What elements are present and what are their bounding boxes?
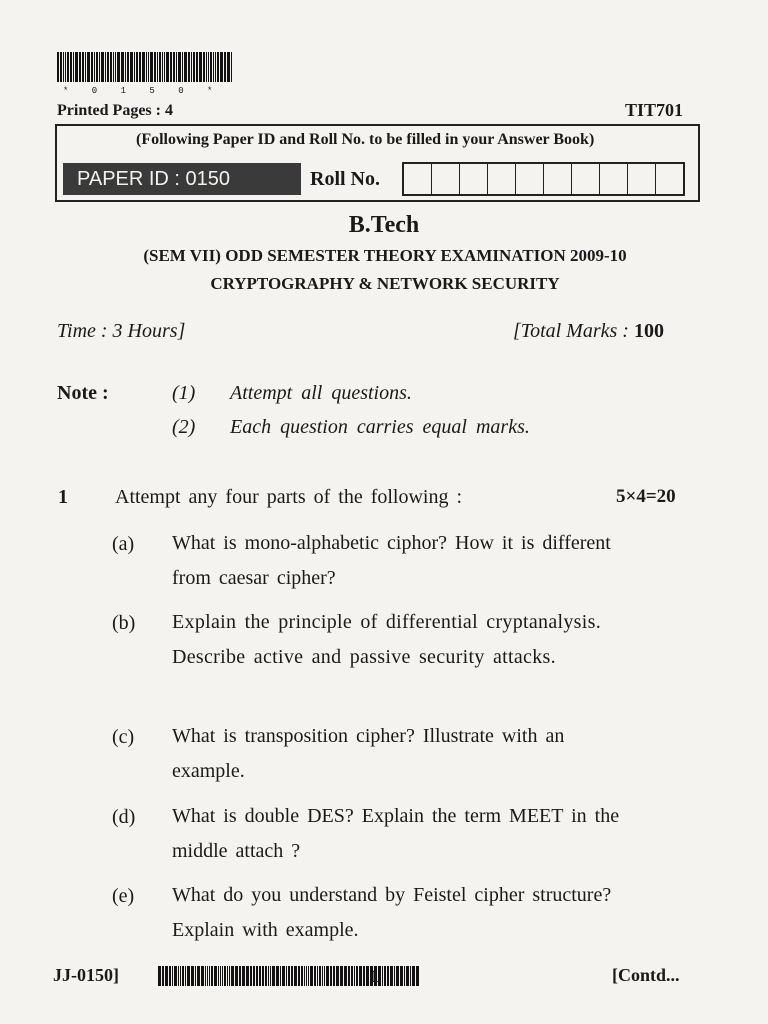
- page-number: 1: [370, 966, 379, 986]
- roll-digit-box[interactable]: [516, 164, 544, 194]
- barcode-bar: [394, 966, 395, 986]
- barcode-bar: [170, 52, 172, 82]
- roll-digit-box[interactable]: [460, 164, 488, 194]
- barcode-bar: [121, 52, 124, 82]
- paper-id-label: PAPER ID : 0150: [63, 163, 301, 195]
- barcode-bar: [73, 52, 74, 82]
- barcode-bar: [280, 966, 281, 986]
- barcode-bar: [146, 52, 147, 82]
- barcode-bar: [348, 966, 350, 986]
- barcode-bar: [166, 52, 169, 82]
- barcode-bar: [182, 966, 184, 986]
- barcode-bar: [256, 966, 258, 986]
- barcode-bar: [406, 966, 409, 986]
- barcode-bar: [158, 966, 161, 986]
- barcode-bar: [344, 966, 347, 986]
- answer-book-note: (Following Paper ID and Roll No. to be filled in your Answer Book): [136, 131, 595, 148]
- barcode-bar: [229, 966, 230, 986]
- roll-number-boxes[interactable]: [402, 162, 685, 196]
- note-label: Note :: [57, 382, 109, 404]
- part-text: What is double DES? Explain the term MEET in the middle attach ?: [172, 805, 620, 862]
- note-item-text: Attempt all questions.: [230, 382, 412, 404]
- barcode-bar: [107, 52, 109, 82]
- barcode-bar: [224, 52, 226, 82]
- part-label: (d): [112, 806, 136, 828]
- barcode-bar: [207, 966, 208, 986]
- barcode-bar: [412, 966, 415, 986]
- barcode-bar: [110, 52, 112, 82]
- barcode-bar: [262, 966, 264, 986]
- barcode-bar: [187, 966, 190, 986]
- roll-digit-box[interactable]: [656, 164, 683, 194]
- barcode-bar: [196, 52, 198, 82]
- paper-code: TIT701: [625, 100, 684, 120]
- barcode-bar: [180, 966, 181, 986]
- roll-digit-box[interactable]: [404, 164, 432, 194]
- barcode-bar: [213, 52, 214, 82]
- barcode-bar: [294, 966, 297, 986]
- question-number: 1: [58, 486, 68, 508]
- barcode-bar: [193, 52, 195, 82]
- barcode-bar: [65, 52, 66, 82]
- part-text: Explain the principle of differential cryptanalysis. Describe active and passive security attacks.: [172, 611, 601, 668]
- barcode-bar: [162, 966, 164, 986]
- barcode-bar: [172, 966, 173, 986]
- barcode-bar: [176, 52, 177, 82]
- barcode-bar: [96, 52, 98, 82]
- barcode-bar: [220, 52, 223, 82]
- barcode-bar: [150, 52, 153, 82]
- barcode-bar: [286, 966, 287, 986]
- barcode-bar: [91, 52, 93, 82]
- barcode-bar: [185, 966, 186, 986]
- barcode-bar: [67, 52, 69, 82]
- note-item-number: (2): [172, 416, 196, 438]
- barcode-bar: [148, 52, 149, 82]
- barcode-bar: [75, 52, 78, 82]
- barcode-bar: [188, 52, 190, 82]
- barcode-bar: [113, 52, 114, 82]
- part-text: What is transposition cipher? Illustrate with an example.: [172, 725, 565, 782]
- roll-digit-box[interactable]: [432, 164, 460, 194]
- barcode-bar: [117, 52, 120, 82]
- barcode-bar: [162, 52, 163, 82]
- barcode-bar: [322, 966, 323, 986]
- barcode-bar: [387, 966, 389, 986]
- barcode-bar: [174, 966, 177, 986]
- barcode-bar: [218, 966, 219, 986]
- barcode-bar: [201, 966, 204, 986]
- total-marks: [513, 320, 664, 343]
- barcode-bar: [178, 966, 179, 986]
- barcode-bar: [276, 966, 279, 986]
- footer-barcode: [158, 966, 420, 986]
- barcode-bar: [239, 966, 241, 986]
- barcode-bar: [178, 52, 181, 82]
- barcode-bar: [410, 966, 411, 986]
- continued-label: [Contd...: [612, 965, 680, 985]
- barcode-bar: [319, 966, 321, 986]
- roll-digit-box[interactable]: [488, 164, 516, 194]
- barcode-bar: [222, 966, 223, 986]
- barcode-bar: [416, 966, 419, 986]
- barcode-bar: [317, 966, 318, 986]
- barcode-bar: [199, 52, 202, 82]
- barcode-bar: [404, 966, 405, 986]
- semester-title: (SEM VII) ODD SEMESTER THEORY EXAMINATION 2009-10: [143, 246, 627, 265]
- barcode-bar: [63, 52, 64, 82]
- barcode-bar: [57, 52, 59, 82]
- barcode-bar: [231, 966, 234, 986]
- barcode-bar: [366, 966, 369, 986]
- barcode-bar: [211, 966, 213, 986]
- degree-title: B.Tech: [348, 212, 420, 238]
- barcode-bar: [396, 966, 399, 986]
- barcode-bar: [308, 966, 309, 986]
- barcode-bar: [400, 966, 403, 986]
- barcode-bar: [154, 52, 156, 82]
- barcode-bar: [209, 966, 210, 986]
- barcode-bar: [282, 966, 285, 986]
- barcode-bar: [94, 52, 95, 82]
- barcode-bar: [304, 966, 305, 986]
- barcode-bar: [210, 52, 212, 82]
- barcode-bar: [356, 966, 358, 986]
- part-label: (a): [112, 533, 135, 555]
- barcode-bar: [82, 52, 84, 82]
- barcode-bar: [142, 52, 145, 82]
- barcode-bar: [242, 966, 245, 986]
- barcode-bar: [99, 52, 100, 82]
- subject-title: CRYPTOGRAPHY & NETWORK SECURITY: [210, 274, 560, 293]
- barcode-bar: [235, 966, 238, 986]
- barcode-bar: [217, 52, 219, 82]
- barcode-bar: [324, 966, 325, 986]
- barcode-bar: [390, 966, 393, 986]
- barcode-bar: [182, 52, 183, 82]
- barcode-bar: [173, 52, 175, 82]
- exam-time: Time : 3 Hours]: [57, 320, 186, 342]
- barcode-bar: [205, 966, 206, 986]
- barcode-bar: [220, 966, 221, 986]
- barcode-bar: [326, 966, 329, 986]
- barcode-bar: [215, 52, 216, 82]
- barcode-bar: [384, 966, 386, 986]
- roll-number-label: Roll No.: [310, 168, 380, 190]
- barcode-bar: [208, 52, 209, 82]
- barcode-bar: [195, 966, 196, 986]
- barcode-bar: [333, 966, 335, 986]
- barcode-bar: [314, 966, 316, 986]
- barcode-bar: [265, 966, 267, 986]
- note-item-number: (1): [172, 382, 196, 404]
- barcode-bar: [253, 966, 255, 986]
- barcode-bar: [224, 966, 226, 986]
- barcode-bar: [288, 966, 290, 986]
- barcode-bar: [259, 966, 261, 986]
- barcode-bar: [127, 52, 129, 82]
- barcode-bar: [231, 52, 232, 82]
- question-text: Attempt any four parts of the following :: [115, 486, 463, 508]
- note-item-text: Each question carries equal marks.: [230, 416, 530, 438]
- barcode-bar: [214, 966, 217, 986]
- barcode-bar: [306, 966, 307, 986]
- barcode-bar: [340, 966, 343, 986]
- barcode-bar: [136, 52, 138, 82]
- barcode-digits: * 0 1 5 0 *: [63, 86, 222, 96]
- part-text: What do you understand by Feistel cipher structure? Explain with example.: [172, 884, 612, 941]
- barcode-bar: [354, 966, 355, 986]
- top-barcode: [57, 52, 233, 82]
- barcode-bar: [291, 966, 293, 986]
- roll-digit-box[interactable]: [572, 164, 600, 194]
- total-marks-value: 100: [633, 320, 664, 342]
- barcode-bar: [227, 52, 230, 82]
- barcode-bar: [250, 966, 252, 986]
- barcode-bar: [272, 966, 275, 986]
- barcode-bar: [246, 966, 249, 986]
- part-label: (c): [112, 726, 135, 748]
- barcode-bar: [351, 966, 353, 986]
- barcode-bar: [134, 52, 135, 82]
- barcode-bar: [268, 966, 269, 986]
- barcode-bar: [298, 966, 300, 986]
- barcode-bar: [87, 52, 90, 82]
- barcode-bar: [191, 52, 192, 82]
- barcode-bar: [184, 52, 187, 82]
- roll-digit-box[interactable]: [628, 164, 656, 194]
- barcode-bar: [139, 52, 141, 82]
- barcode-bar: [130, 52, 133, 82]
- barcode-bar: [164, 52, 165, 82]
- barcode-bar: [70, 52, 72, 82]
- question-marks: 5×4=20: [616, 486, 676, 507]
- barcode-bar: [191, 966, 194, 986]
- barcode-bar: [157, 52, 158, 82]
- barcode-bar: [85, 52, 86, 82]
- part-label: (e): [112, 885, 135, 907]
- barcode-bar: [169, 966, 171, 986]
- barcode-bar: [206, 52, 207, 82]
- barcode-bar: [159, 52, 161, 82]
- barcode-bar: [301, 966, 303, 986]
- barcode-bar: [125, 52, 126, 82]
- roll-digit-box[interactable]: [600, 164, 628, 194]
- part-text: What is mono-alphabetic ciphor? How it is different from caesar cipher?: [172, 532, 611, 589]
- barcode-bar: [105, 52, 106, 82]
- footer-code: JJ-0150]: [53, 965, 119, 985]
- barcode-bar: [382, 966, 383, 986]
- roll-digit-box[interactable]: [544, 164, 572, 194]
- barcode-bar: [203, 52, 205, 82]
- barcode-bar: [359, 966, 362, 986]
- printed-pages: Printed Pages : 4: [57, 102, 173, 119]
- barcode-bar: [227, 966, 228, 986]
- barcode-bar: [270, 966, 271, 986]
- barcode-bar: [101, 52, 104, 82]
- part-label: (b): [112, 612, 136, 634]
- barcode-bar: [310, 966, 313, 986]
- barcode-bar: [165, 966, 168, 986]
- total-marks-label: [Total Marks :: [513, 320, 634, 342]
- barcode-bar: [79, 52, 81, 82]
- barcode-bar: [336, 966, 339, 986]
- barcode-bar: [60, 52, 62, 82]
- barcode-bar: [363, 966, 365, 986]
- barcode-bar: [115, 52, 116, 82]
- barcode-bar: [330, 966, 332, 986]
- barcode-bar: [197, 966, 200, 986]
